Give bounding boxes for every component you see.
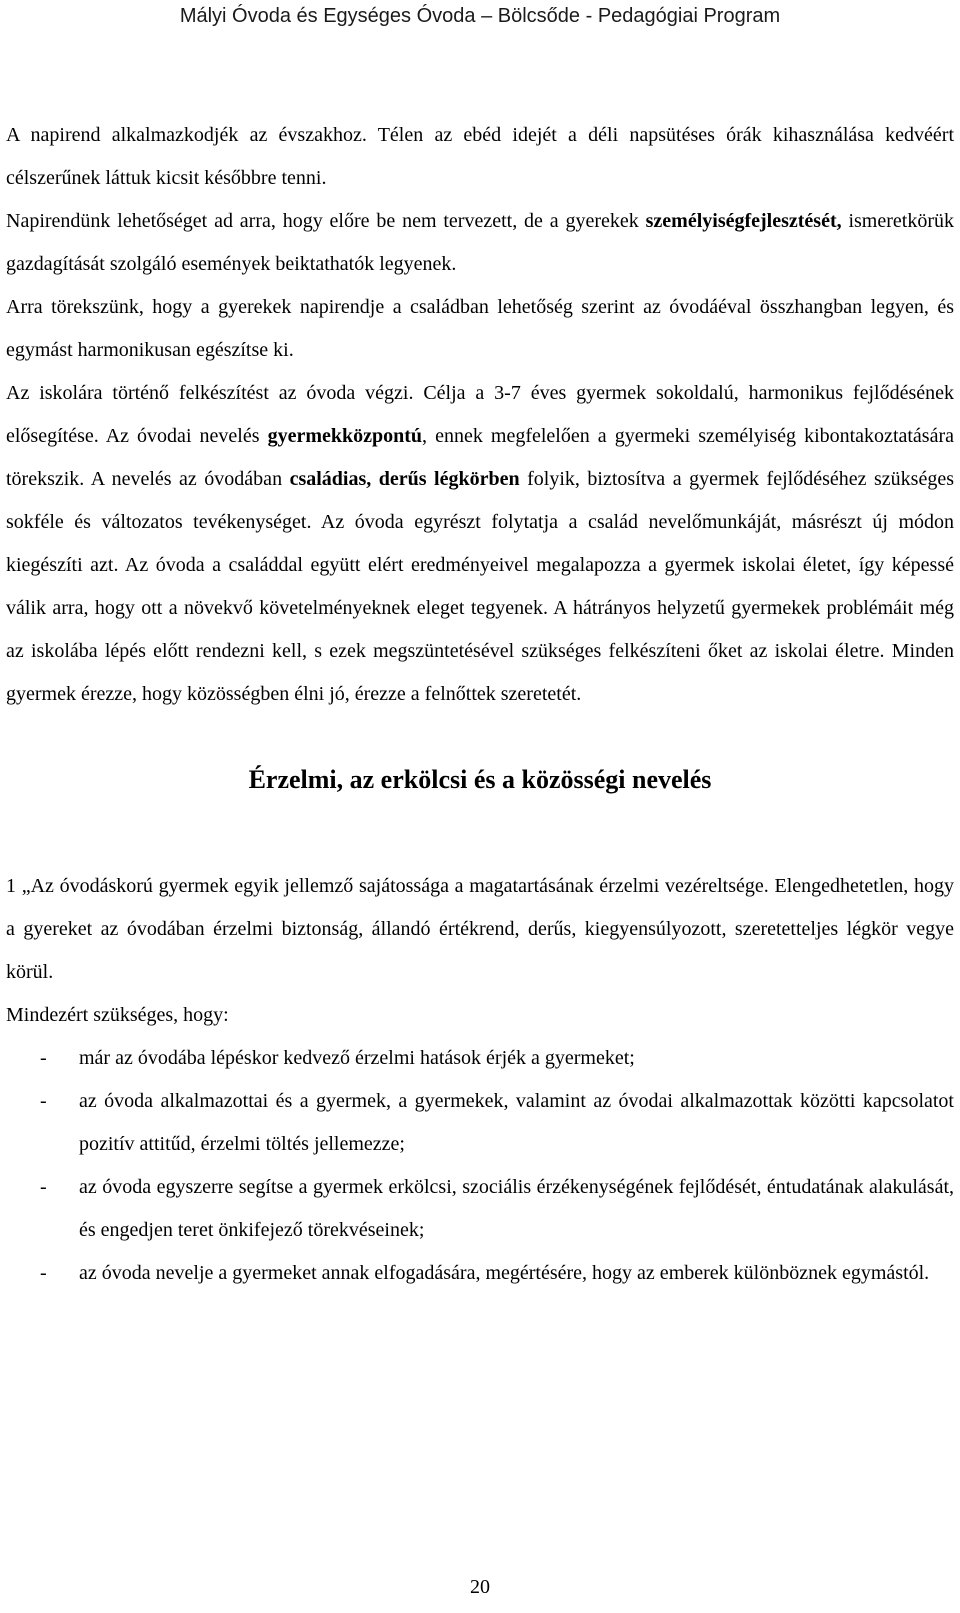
list-dash: - [40,1090,47,1112]
paragraph-text: Az iskolára történő felkészítést az óvoda végzi. Célja a 3-7 éves gyermek sokoldalú, harmonikus fejlődésének elősegítése. Az óvodai nevelés [6,382,954,447]
list-item [6,1080,954,1166]
requirements-list [6,1037,954,1295]
list-item-text: már az óvodába lépéskor kedvező érzelmi hatások érjék a gyermeket; [79,1047,635,1069]
list-item [6,1252,954,1295]
list-item [6,1037,954,1080]
document-body [6,114,954,1295]
spacer [6,801,954,865]
list-item-text: az óvoda alkalmazottai és a gyermek, a gyermekek, valamint az óvodai alkalmazottak közötti kapcsolatot pozitív attitűd, érzelmi töltés jellemezze; [79,1090,954,1155]
list-item [6,1166,954,1252]
list-item-text: az óvoda egyszerre segítse a gyermek erkölcsi, szociális érzékenységének fejlődését, éntudatának alakulását, és engedjen teret önkifejező törekvéseinek; [79,1176,954,1241]
paragraph-seasonal-schedule: A napirend alkalmazkodjék az évszakhoz. Télen az ebéd idejét a déli napsütéses órák kihasználása kedvéért célszerűnek láttuk kicsit későbbre tenni. [6,124,954,189]
paragraph-text: , ennek megfelelően a gyermeki személyiség kibontakoztatására törekszik. A nevelés az óvodában [6,425,955,490]
paragraph-schedule-flexibility [6,200,954,286]
paragraph-list-intro: Mindezért szükséges, hogy: [6,1004,229,1026]
paragraph-emotional-intro: 1 „Az óvodáskorú gyermek egyik jellemző sajátossága a magatartásának érzelmi vezéreltsége. Elengedhetetlen, hogy a gyereket az óvodában érzelmi biztonság, állandó értékrend, derűs, kiegyensúlyozott, szeretetteljes légkör vegye körül. [6,875,954,983]
paragraph-text: folyik, biztosítva a gyermek fejlődéséhez szükséges sokféle és változatos tevékenységet. Az óvoda egyrészt folytatja a család nevelőmunkáját, másrészt új módon kiegészíti azt. Az óvoda a családdal együtt elért eredményeivel megalapozza a gyermek iskolai életet, így képessé válik arra, hogy ott a növekvő követelményeknek eleget tegyenek. A hátrányos helyzetű gyermekek problémáit még az iskolába lépés előtt rendezni kell, s ezek megszüntetésével szükséges felkészíteni őket az iskolai életre. Minden gyermek érezze, hogy közösségben élni jó, érezze a felnőttek szeretetét. [6,468,954,705]
page-number: 20 [470,1576,490,1598]
list-dash: - [40,1047,47,1069]
paragraph-text: Napirendünk lehetőséget ad arra, hogy előre be nem tervezett, de a gyerekek [6,210,646,232]
paragraph-family-harmony: Arra törekszünk, hogy a gyerekek napirendje a családban lehetőség szerint az óvodáéval összhangban legyen, és egymást harmonikusan egészítse ki. [6,296,954,361]
section-heading: Érzelmi, az erkölcsi és a közösségi nevelés [248,765,712,794]
header-title: Mályi Óvoda és Egységes Óvoda – Bölcsőde - Pedagógiai Program [179,5,781,27]
emphasis-text: családias, derűs légkörben [289,468,520,490]
emphasis-text: személyiségfejlesztését, [645,210,842,232]
paragraph-school-preparation [6,372,954,716]
page-header [0,2,960,30]
list-dash: - [40,1262,47,1284]
paragraph-text: ismeretkörük gazdagítását szolgáló események beiktathatók legyenek. [6,210,954,275]
list-item-text: az óvoda nevelje a gyermeket annak elfogadására, megértésére, hogy az emberek különböznek egymástól. [79,1262,930,1284]
emphasis-text: gyermekközpontú [267,425,423,447]
list-dash: - [40,1176,47,1198]
